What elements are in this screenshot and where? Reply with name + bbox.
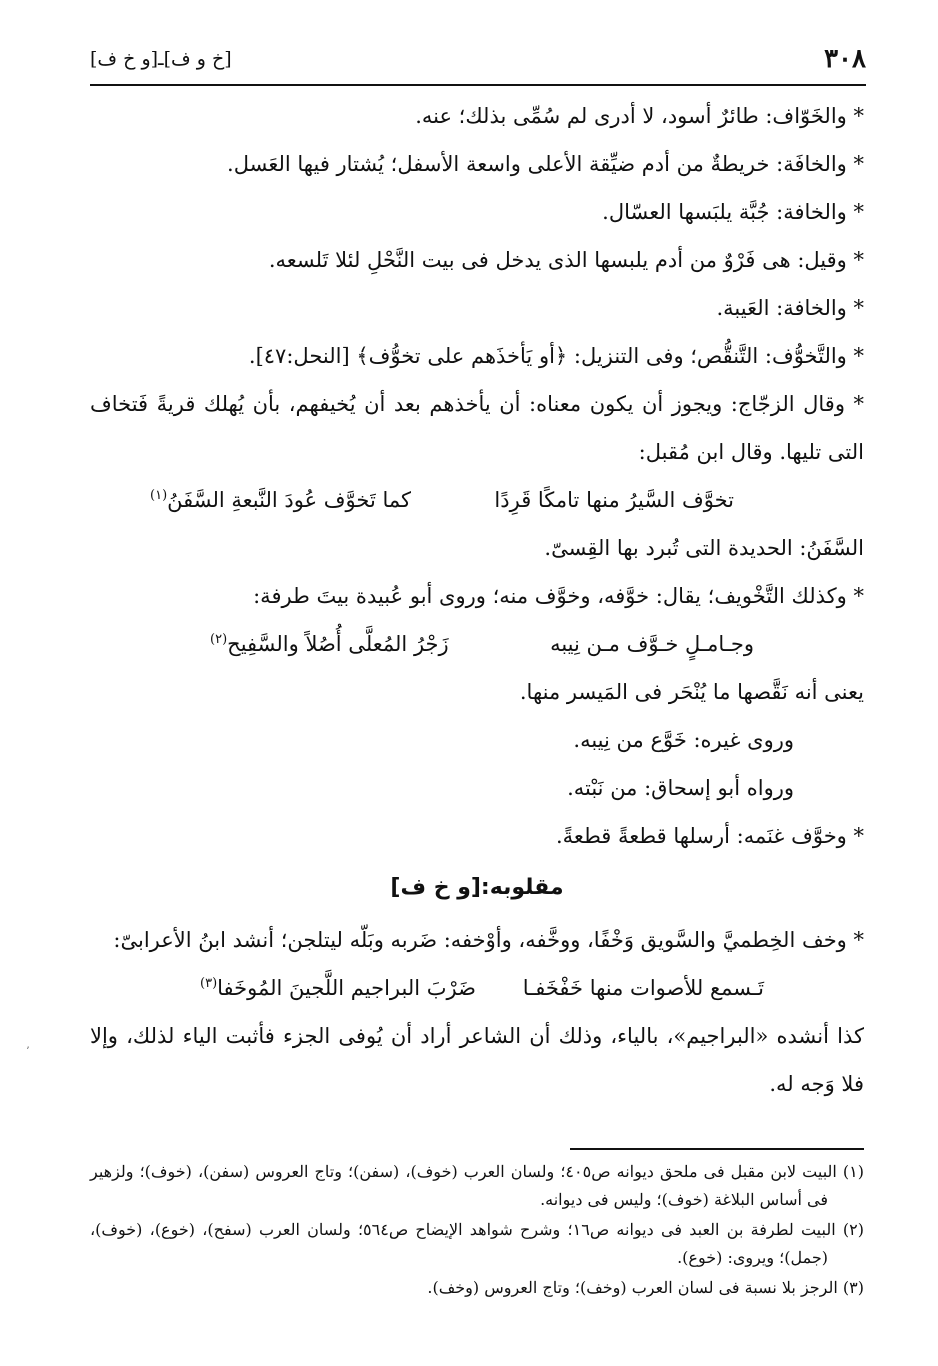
variant-reading: وروى غيره: خَوَّع من نِيبه.: [573, 728, 794, 752]
entry-khafa-ayba: * والخافة: العَيبة.: [716, 296, 864, 320]
footnote-rule: [570, 1148, 864, 1150]
scan-speck: ʼ: [26, 1046, 30, 1057]
running-head: [خ و ف]ـ[و خ ف]: [90, 48, 232, 70]
entry-khawwaf-ghanam: * وخوَّف غنَمه: أرسلها قطعةً قطعةً.: [556, 824, 864, 848]
footnotes: [90, 1158, 864, 1304]
page-header: [90, 44, 866, 80]
footnote-ref-1: (١): [150, 488, 168, 503]
verse-hemistich-first: تخوَّف السَّيرُ منها تامكًا قَرِدًا: [494, 488, 734, 512]
section-title: مقلوبه:[و خ ف]: [390, 875, 564, 900]
entry-khawwaf: * والخَوّاف: طائرٌ أسود، لا أدرى لم سُمِّى بذلك؛ عنه.: [415, 104, 864, 128]
variant-reading: ورواه أبو إسحاق: من نَبْته.: [567, 776, 794, 800]
entry-khafa-jubba: * والخافة: جُبَّة يلبَسها العسّال.: [602, 200, 864, 224]
verse-rajaz: [90, 964, 864, 1012]
footnote-2: (٢) البيت لطرفة بن العبد فى ديوانه ص١٦؛ وشرح شواهد الإيضاح ص٥٦٤؛ ولسان العرب (سفح)، (خوع)، (خوف)، (جمل)؛ ويروى: (خوع).: [90, 1220, 864, 1267]
verse-tarafa: [90, 620, 864, 668]
page-number: ٣٠٨: [824, 44, 866, 74]
entry-khafa-bag: * والخافَة: خريطةٌ من أدم ضيِّقة الأعلى واسعة الأسفل؛ يُشتار فيها العَسل.: [227, 152, 864, 176]
footnote-ref-3: (٣): [200, 976, 218, 991]
verse-hemistich-first: وجـامـلٍ خـوَّف مـن نِيبه: [550, 632, 754, 656]
verse-hemistich-second: كما تَخوَّف عُودَ النَّبعةِ السَّفَنُ$^{(١)}$: [150, 488, 411, 512]
footnote-1: (١) البيت لابن مقبل فى ملحق ديوانه ص٤٠٥؛ ولسان العرب (خوف)، (سفن)؛ وتاج العروس (سفن)، (خوف)؛ ولزهير فى أساس البلاغة (خوف)؛ وليس فى ديوانه.: [90, 1162, 864, 1209]
footnote-3: (٣) الرجز بلا نسبة فى لسان العرب (وخف)؛ وتاج العروس (وخف).: [427, 1278, 864, 1297]
closing-remark: كذا أنشده «البراجيم»، بالياء، وذلك أن الشاعر أراد أن يُوفى الجزء فأثبت الياء لذلك، وإلا فلا وَجه له.: [90, 1024, 864, 1096]
header-rule: [90, 84, 866, 86]
explanation-line: يعنى أنه نَقَّصها ما يُنْحَر فى المَيسر منها.: [519, 680, 864, 704]
entry-takhwif: * وكذلك التَّخْويف؛ يقال: خوَّفه، وخوَّف منه؛ وروى أبو عُبيدة بيتَ طرفة:: [253, 584, 864, 608]
main-text: [90, 92, 864, 1108]
entry-khafa-farw: * وقيل: هى فَرْوٌ من أدم يلبسها الذى يدخل فى بيت النَّحْلِ لئلا تَلسعه.: [268, 248, 864, 272]
verse-hemistich-first: تَـسمع للأصوات منها خَفْخَفـا: [522, 976, 764, 1000]
verse-hemistich-second: ضَرْبَ البراجيم اللَّجينَ المُوخَفا$^{(٣)}$: [200, 976, 476, 1000]
gloss-safan: السَّفَنُ: الحديدة التى تُبرد بها القِسىّ.: [544, 536, 864, 560]
verse-hemistich-second: زَجْرُ المُعلَّى أُصُلاً والسَّفِيح$^{(٢)}$: [210, 632, 449, 656]
entry-zajjaj: * وقال الزجّاج: ويجوز أن يكون معناه: أن يأخذهم بعد أن يُخيفهم، بأن يُهلك قريةً فَتخاف التى تليها. وقال ابن مُقبل:: [90, 392, 864, 464]
footnote-ref-2: (٢): [210, 632, 228, 647]
entry-takhawwuf: * والتَّخوُّف: التَّنقُّص؛ وفى التنزيل: ﴿أو يَأخذَهم على تخوُّف﴾ [النحل:٤٧].: [248, 344, 864, 368]
entry-wakhf: * وخف الخِطميَّ والسَّويق وَخْفًا، ووخَّفه، وأوْخفه: ضَربه وبَلّه ليتلجن؛ أنشد ابنُ الأعرابىّ:: [113, 928, 864, 952]
verse-ibn-muqbil: [90, 476, 864, 524]
